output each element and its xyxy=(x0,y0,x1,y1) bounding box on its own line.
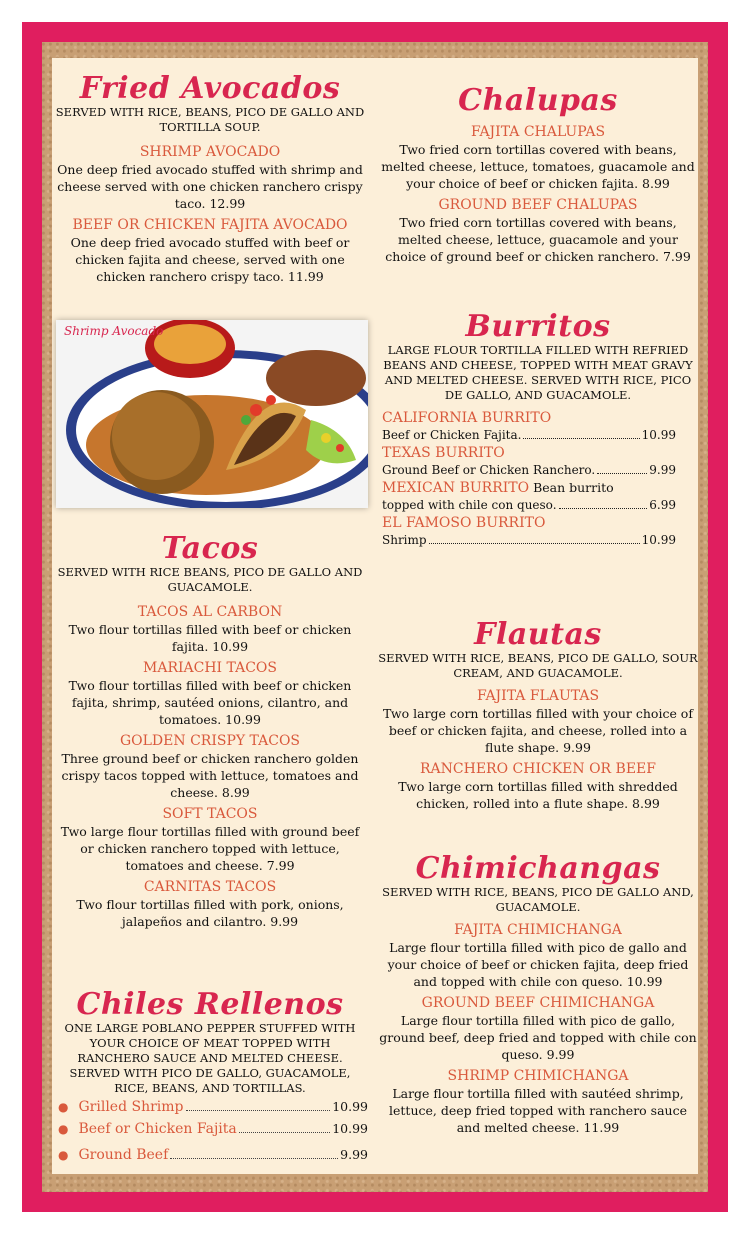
menu-panel xyxy=(52,58,698,1174)
dish-name: SOFT TACOS xyxy=(162,806,258,822)
dish-desc: Two large flour tortillas filled with ground beef or chicken ranchero topped with lettuce, tomatoes and cheese. 7.99 xyxy=(60,824,360,873)
item-price: 10.99 xyxy=(332,1099,368,1114)
item-name: Grilled Shrimp xyxy=(78,1099,184,1115)
bullet-icon: ● xyxy=(58,1122,69,1136)
chiles-rellenos-note: ONE LARGE POBLANO PEPPER STUFFED WITH YOUR CHOICE OF MEAT TOPPED WITH RANCHERO SAUCE AND MELTED CHEESE. SERVED WITH PICO DE GALLO, GUACAMOLE, RICE, BEANS, AND TORTILLAS. xyxy=(64,1021,356,1095)
dish-desc: Large flour tortilla filled with sautéed shrimp, lettuce, deep fried topped with ranchero sauce and melted cheese. 11.99 xyxy=(389,1086,687,1135)
burritos-list xyxy=(378,409,698,549)
item-name: Ground Beef xyxy=(78,1147,169,1163)
dish-desc: Three ground beef or chicken ranchero golden crispy tacos topped with lettuce, tomatoes and cheese. 8.99 xyxy=(61,751,359,800)
photo-caption: Shrimp Avocado xyxy=(64,324,164,338)
chalupas-title: Chalupas xyxy=(458,83,618,118)
dish-desc: Two fried corn tortillas covered with beans, melted cheese, lettuce, guacamole and your choice of ground beef or chicken ranchero. 7.99 xyxy=(385,215,691,264)
dish-desc: Two flour tortillas filled with pork, onions, jalapeños and cilantro. 9.99 xyxy=(76,897,344,929)
dish-name-with-suffix xyxy=(382,479,676,497)
dish-name: TACOS AL CARBON xyxy=(137,604,283,620)
chiles-item-grilled-shrimp xyxy=(52,1096,368,1118)
chiles-item-fajita xyxy=(52,1118,368,1140)
item-price: 9.99 xyxy=(340,1147,368,1162)
dish-name: BEEF OR CHICKEN FAJITA AVOCADO xyxy=(72,217,348,233)
fried-avocados-title: Fried Avocados xyxy=(79,71,341,106)
fried-avocados-note: SERVED WITH RICE, BEANS, PICO DE GALLO AND TORTILLA SOUP. xyxy=(55,105,365,134)
price-line xyxy=(382,497,676,514)
bullet-icon: ● xyxy=(58,1100,69,1114)
dish-name: TEXAS BURRITO xyxy=(382,445,505,461)
dish-desc: Large flour tortilla filled with pico de gallo and your choice of beef or chicken fajita, deep fried and topped with chile con queso. 10.99 xyxy=(387,940,689,989)
burritos-note: LARGE FLOUR TORTILLA FILLED WITH REFRIED BEANS AND CHEESE, TOPPED WITH MEAT GRAVY AND MELTED CHEESE. SERVED WITH RICE, PICO DE GALLO, AND GUACAMOLE. xyxy=(383,343,693,402)
item-detail: Beef or Chicken Fajita. xyxy=(382,428,522,442)
dish-desc: Two large corn tortillas filled with shredded chicken, rolled into a flute shape. 8.99 xyxy=(398,779,678,811)
chiles-rellenos-title: Chiles Rellenos xyxy=(76,987,344,1022)
chiles-item-ground-beef xyxy=(52,1144,368,1166)
item-name: Beef or Chicken Fajita xyxy=(78,1121,237,1137)
item-detail: topped with chile con queso. xyxy=(382,498,557,512)
dish-desc: Two fried corn tortillas covered with beans, melted cheese, lettuce, tomatoes, guacamole and your choice of beef or chicken fajita. 8.99 xyxy=(381,142,695,191)
item-price: 10.99 xyxy=(641,428,676,442)
dish-name: EL FAMOSO BURRITO xyxy=(382,515,546,531)
dot-leader xyxy=(523,427,639,439)
item-price: 6.99 xyxy=(649,498,676,512)
shrimp-avocado-photo xyxy=(56,320,368,508)
dot-leader xyxy=(170,1158,338,1159)
dish-desc: One deep fried avocado stuffed with shrimp and cheese served with one chicken ranchero crispy taco. 12.99 xyxy=(57,162,363,211)
chimichangas-title: Chimichangas xyxy=(415,851,661,886)
dish-name: CARNITAS TACOS xyxy=(143,879,277,895)
burritos-title: Burritos xyxy=(465,309,611,344)
dish-name-suffix: Bean burrito xyxy=(529,480,614,495)
flautas-section xyxy=(378,618,698,812)
price-line xyxy=(382,427,676,444)
item-price: 10.99 xyxy=(332,1121,368,1136)
dot-leader xyxy=(186,1110,331,1111)
dot-leader xyxy=(429,532,640,544)
bullet-icon: ● xyxy=(58,1148,69,1162)
dish-name: SHRIMP AVOCADO xyxy=(139,144,281,160)
fried-avocados-section xyxy=(52,72,368,285)
dish-name: GOLDEN CRISPY TACOS xyxy=(119,733,301,749)
item-price: 10.99 xyxy=(641,533,676,547)
price-line xyxy=(382,532,676,549)
tacos-title: Tacos xyxy=(161,531,259,566)
chimichangas-note: SERVED WITH RICE, BEANS, PICO DE GALLO AND, GUACAMOLE. xyxy=(382,885,694,914)
food-plate-image xyxy=(56,320,368,508)
dish-name: CALIFORNIA BURRITO xyxy=(382,410,552,426)
item-detail: Ground Beef or Chicken Ranchero. xyxy=(382,463,596,477)
dish-name: FAJITA CHIMICHANGA xyxy=(454,922,622,938)
flautas-note: SERVED WITH RICE, BEANS, PICO DE GALLO, SOUR CREAM, AND GUACAMOLE. xyxy=(378,651,698,680)
item-detail: Shrimp xyxy=(382,533,427,547)
price-line xyxy=(382,462,676,479)
chimichangas-section xyxy=(378,852,698,1136)
dish-desc: Two large corn tortillas filled with your choice of beef or chicken fajita, and cheese, rolled into a flute shape. 9.99 xyxy=(383,706,693,755)
chiles-rellenos-section xyxy=(52,988,368,1166)
dish-name: SHRIMP CHIMICHANGA xyxy=(447,1068,629,1084)
dot-leader xyxy=(239,1132,330,1133)
dish-name: FAJITA CHALUPAS xyxy=(470,124,606,140)
tacos-note: SERVED WITH RICE BEANS, PICO DE GALLO AND GUACAMOLE. xyxy=(57,565,363,594)
dot-leader xyxy=(559,497,648,509)
dish-desc: One deep fried avocado stuffed with beef or chicken fajita and cheese, served with one chicken ranchero crispy taco. 11.99 xyxy=(70,235,350,284)
dish-desc: Two flour tortillas filled with beef or chicken fajita. 10.99 xyxy=(68,622,352,654)
dish-name: GROUND BEEF CHALUPAS xyxy=(438,197,638,213)
dish-name: MARIACHI TACOS xyxy=(143,660,277,676)
tacos-section xyxy=(52,532,368,930)
dot-leader xyxy=(597,462,647,474)
burritos-section xyxy=(378,310,698,549)
chalupas-section xyxy=(378,84,698,265)
item-price: 9.99 xyxy=(649,463,676,477)
dish-desc: Two flour tortillas filled with beef or chicken fajita, shrimp, sautéed onions, cilantro, and tomatoes. 10.99 xyxy=(68,678,352,727)
dish-name: MEXICAN BURRITO xyxy=(382,480,530,496)
dish-name: RANCHERO CHICKEN OR BEEF xyxy=(420,761,656,777)
flautas-title: Flautas xyxy=(474,617,602,652)
dish-desc: Large flour tortilla filled with pico de gallo, ground beef, deep fried and topped with chile con queso. 9.99 xyxy=(379,1013,697,1062)
dish-name: FAJITA FLAUTAS xyxy=(476,688,600,704)
dish-name: GROUND BEEF CHIMICHANGA xyxy=(421,995,655,1011)
